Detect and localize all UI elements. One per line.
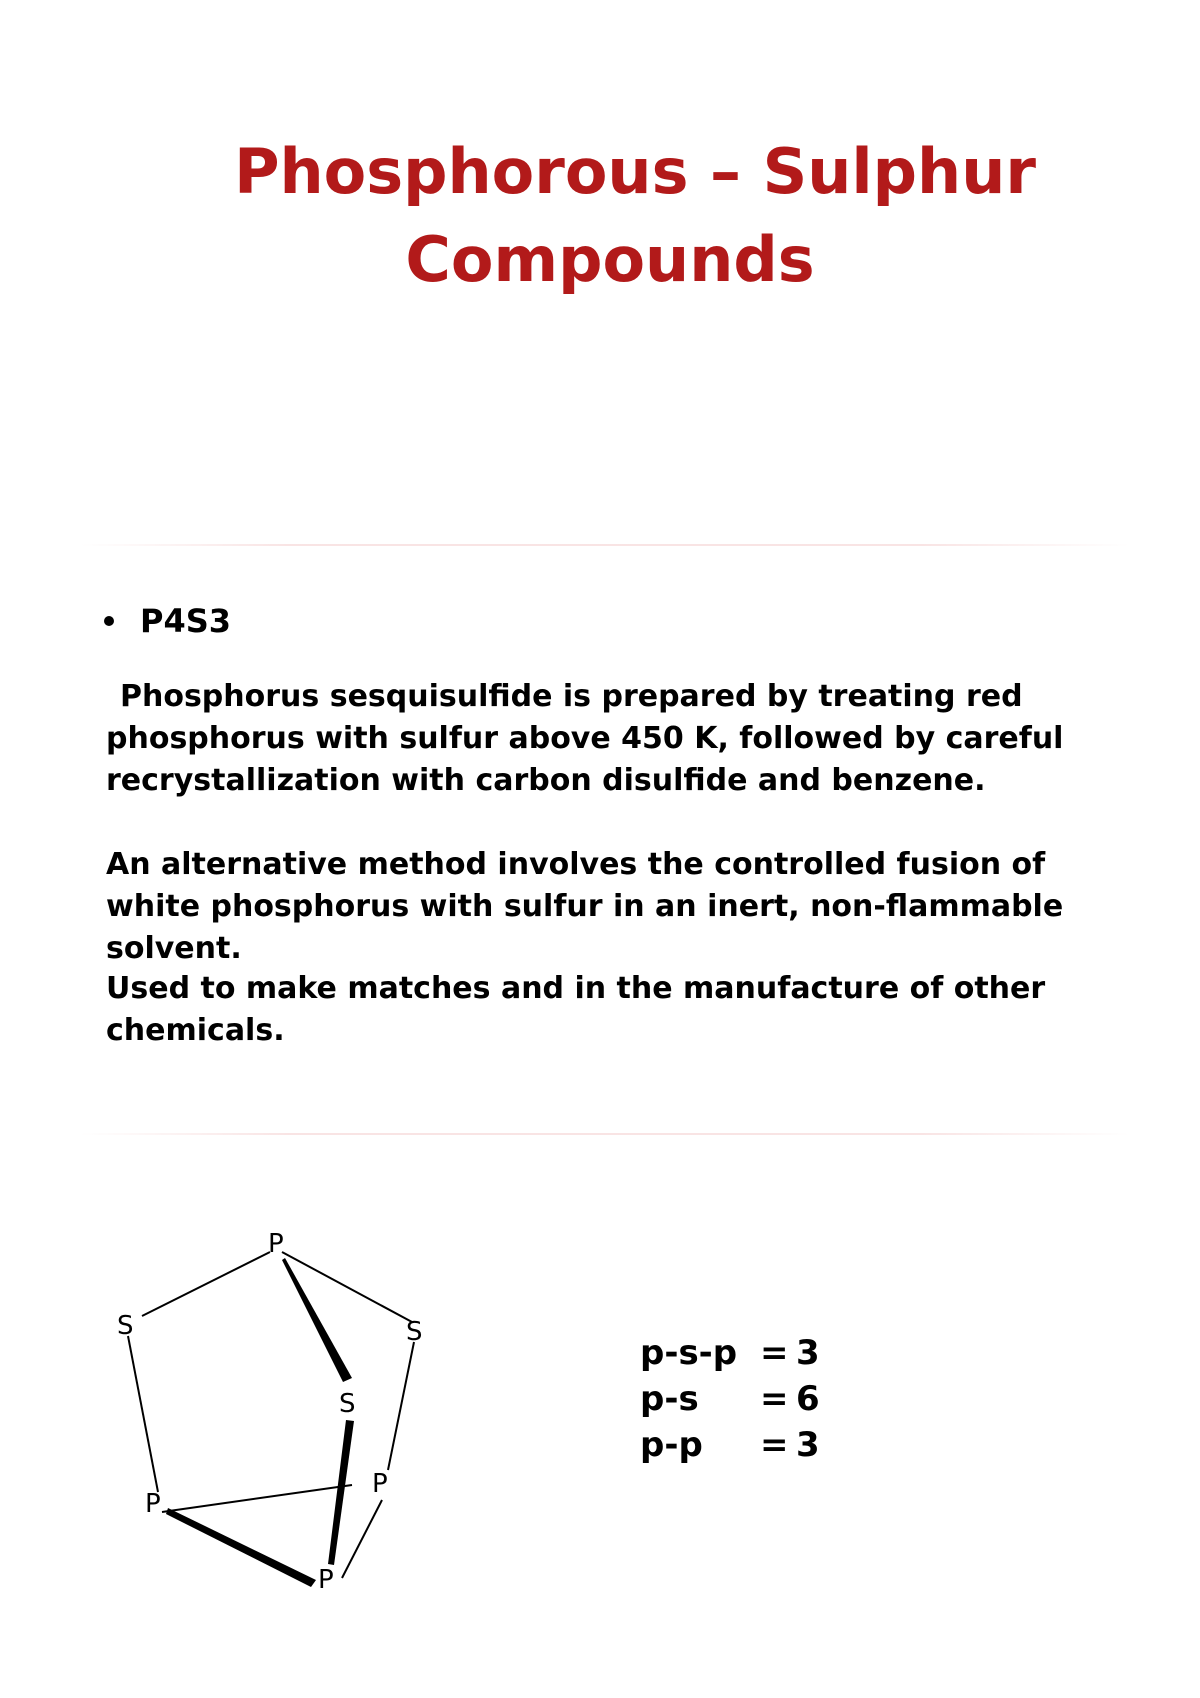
title-line-1: Phosphorous – Sulphur: [234, 135, 1036, 208]
bond-count-row: [640, 1376, 836, 1422]
bond-type: p-s: [640, 1379, 699, 1419]
equals-sign: =: [760, 1333, 789, 1373]
equals-sign: =: [760, 1379, 789, 1419]
equals-sign: =: [760, 1425, 789, 1465]
atom-s-center: S: [339, 1389, 356, 1419]
bond-pt-sr: [282, 1252, 412, 1322]
bond-count-list: [640, 1330, 836, 1468]
atom-p-bottom: P: [318, 1565, 334, 1595]
atom-s-left: S: [117, 1311, 134, 1341]
atom-p-left: P: [145, 1489, 161, 1519]
bond-count-value: 3: [796, 1425, 820, 1465]
bond-pr-pb: [342, 1500, 382, 1578]
bullet-item: [104, 602, 231, 640]
bond-type: p-p: [640, 1425, 703, 1465]
bond-pl-pr: [162, 1485, 352, 1512]
bond-sl-pl: [128, 1336, 158, 1492]
bond-count-value: 6: [796, 1379, 820, 1419]
paragraph-preparation: Phosphorus sesquisulfide is prepared by treating red phosphorus with sulfur above 450 K, followed by careful recrystallization with carbon disulfide and benzene.: [106, 679, 1064, 798]
paragraph-uses: Used to make matches and in the manufacture of other chemicals.: [106, 971, 1046, 1048]
paragraph-alternative-method: An alternative method involves the controlled fusion of white phosphorus with sulfur in an inert, non-flammable solvent.: [106, 847, 1064, 966]
atom-p-top: P: [268, 1230, 284, 1259]
wedge-sc-pb: [328, 1420, 354, 1565]
title-line-2: Compounds: [405, 223, 815, 296]
bond-pt-sl: [142, 1252, 270, 1316]
atom-s-right: S: [406, 1317, 423, 1347]
bond-sr-pr: [388, 1342, 414, 1470]
bond-type: p-s-p: [640, 1333, 738, 1373]
page-title: [0, 128, 1200, 304]
bullet-label: P4S3: [140, 602, 232, 640]
atom-p-right: P: [372, 1469, 388, 1499]
wedge-pl-pb: [166, 1508, 316, 1587]
p4s3-structure-diagram: [100, 1230, 460, 1600]
divider-bottom: [80, 1133, 1130, 1135]
bond-count-row: [640, 1330, 836, 1376]
bullet-dot-icon: [104, 616, 114, 626]
bond-count-value: 3: [796, 1333, 820, 1373]
bond-count-row: [640, 1422, 836, 1468]
divider-top: [80, 544, 1130, 546]
wedge-pt-sc: [282, 1258, 352, 1382]
